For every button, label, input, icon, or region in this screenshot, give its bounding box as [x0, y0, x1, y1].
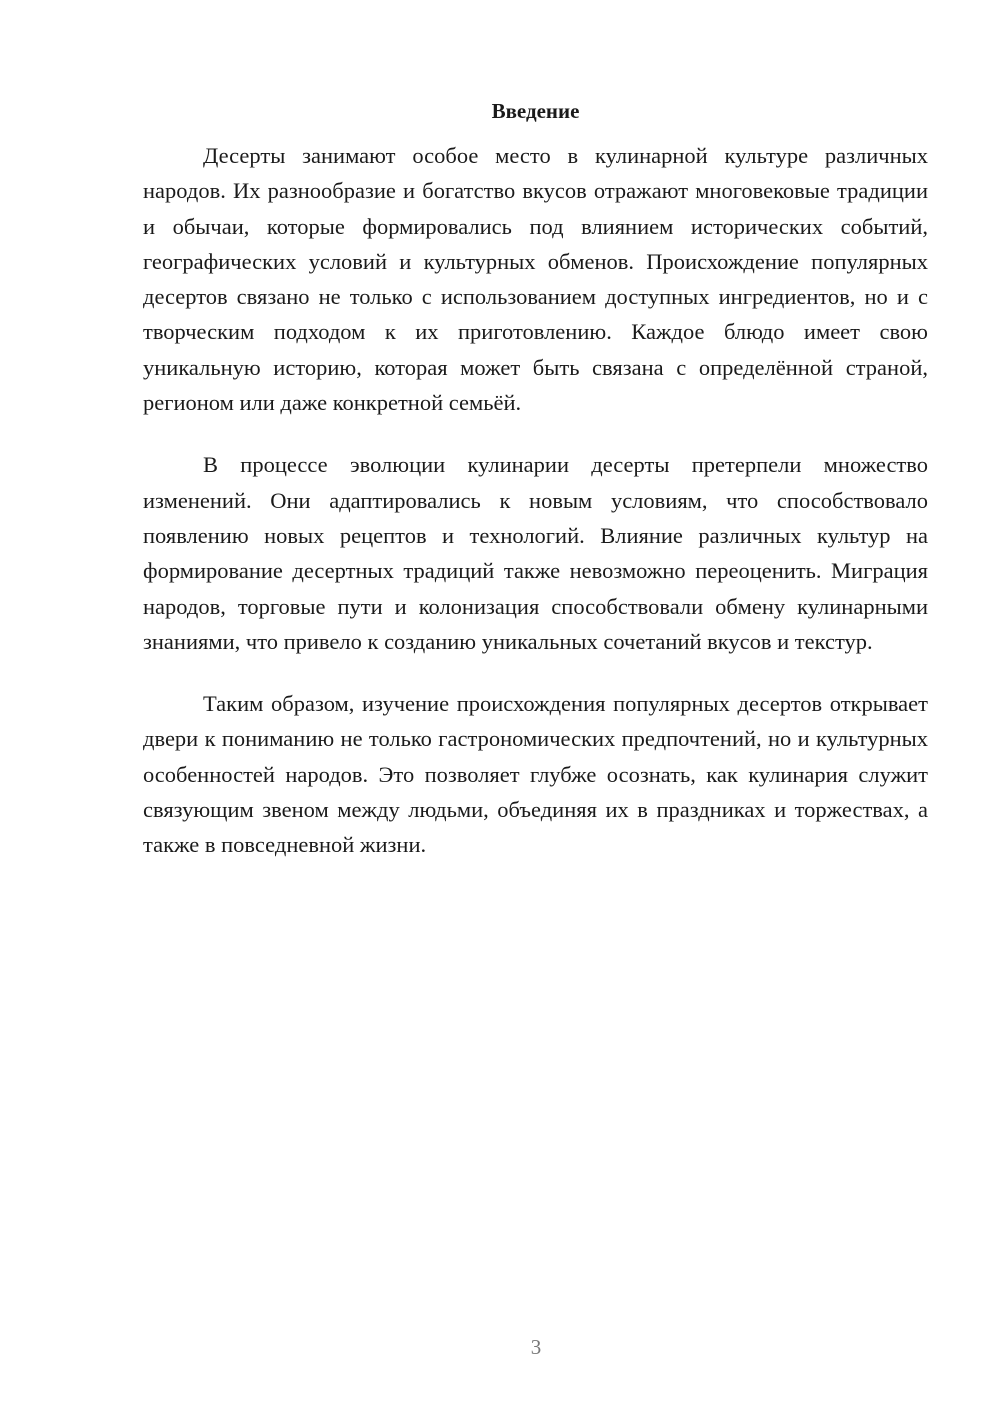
paragraph-2: В процессе эволюции кулинарии десерты претерпели множество изменений. Они адаптировались к новым условиям, что способствовало появлению новых рецептов и технологий. Влияние различных культур на формирование десертных традиций также невозможно переоценить. Миграция народов, торговые пути и колонизация способствовали обмену кулинарными знаниями, что привело к созданию уникальных сочетаний вкусов и текстур.: [143, 452, 928, 654]
paragraph-1: Десерты занимают особое место в кулинарной культуре различных народов. Их разнообразие и богатство вкусов отражают многовековые традиции и обычаи, которые формировались под влиянием исторических событий, географических условий и культурных обменов. Происхождение популярных десертов связано не только с использованием доступных ингредиентов, но и с творческим подходом к их приготовлению. Каждое блюдо имеет свою уникальную историю, которая может быть связана с определённой страной, регионом или даже конкретной семьёй.: [143, 143, 928, 416]
section-heading: Введение: [491, 99, 580, 123]
page-number: 3: [530, 1335, 542, 1359]
page-content: [143, 96, 928, 890]
paragraph-3: Таким образом, изучение происхождения популярных десертов открывает двери к пониманию не только гастрономических предпочтений, но и культурных особенностей народов. Это позволяет глубже осознать, как кулинария служит связующим звеном между людьми, объединяя их в праздниках и торжествах, а также в повседневной жизни.: [143, 691, 928, 858]
